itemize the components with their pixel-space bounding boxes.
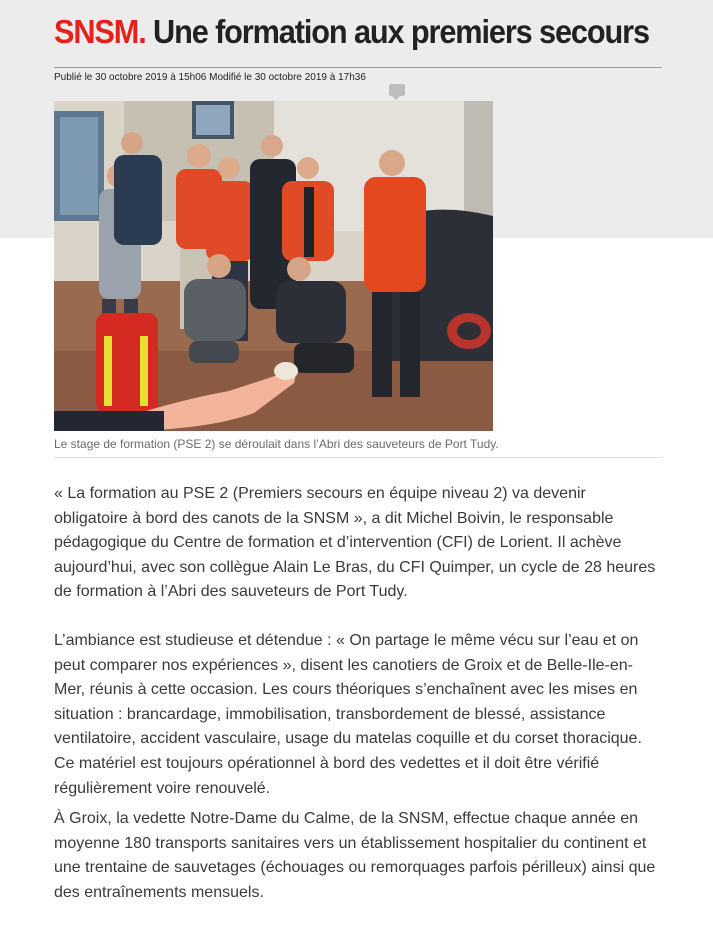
headline-kicker: SNSM. <box>54 13 146 50</box>
body-paragraph-2: L’ambiance est studieuse et détendue : « On partage le même vécu sur l’eau et on peut comparer nos expériences », disent les canotiers de Groix et de Belle-Ile-en-Mer, réunis à cette occasion. Les cours théoriques s’enchaînent avec les mises en situation : brancardage, immobilisation, transbordement de blessé, assistance ventilatoire, accident vasculaire, usage du matelas coquille et du corset thoracique. Ce matériel est toujours opérationnel à bord des vedettes et il doit être vérifié régulièrement voire renouvelé. <box>54 631 642 797</box>
publication-meta: Publié le 30 octobre 2019 à 15h06 Modifié le 30 octobre 2019 à 17h36 <box>54 72 366 83</box>
comment-icon[interactable] <box>389 84 405 96</box>
article <box>54 0 662 906</box>
body-paragraph-3: À Groix, la vedette Notre-Dame du Calme, de la SNSM, effectue chaque année en moyenne 180 transports sanitaires vers un établissement hospitalier du continent et une trentaine de sauvetages (échouages ou remorquages parfois périlleux) ainsi que des entraînements mensuels. <box>54 810 656 901</box>
headline-title: Une formation aux premiers secours <box>153 13 649 50</box>
photo-caption: Le stage de formation (PSE 2) se déroulait dans l’Abri des sauveteurs de Port Tudy. <box>54 437 499 451</box>
caption-divider <box>54 457 662 458</box>
body-paragraph-1: « La formation au PSE 2 (Premiers secours en équipe niveau 2) va devenir obligatoire à bord des canots de la SNSM », a dit Michel Boivin, le responsable pédagogique du Centre de formation et d’intervention (CFI) de Lorient. Il achève aujourd’hui, avec son collègue Alain Le Bras, du CFI Quimper, un cycle de 28 heures de formation à l’Abri des sauveteurs de Port Tudy. <box>54 485 656 601</box>
headline <box>54 12 649 52</box>
article-photo <box>54 101 493 431</box>
headline-divider <box>54 67 662 68</box>
photo-illustration <box>54 101 493 431</box>
